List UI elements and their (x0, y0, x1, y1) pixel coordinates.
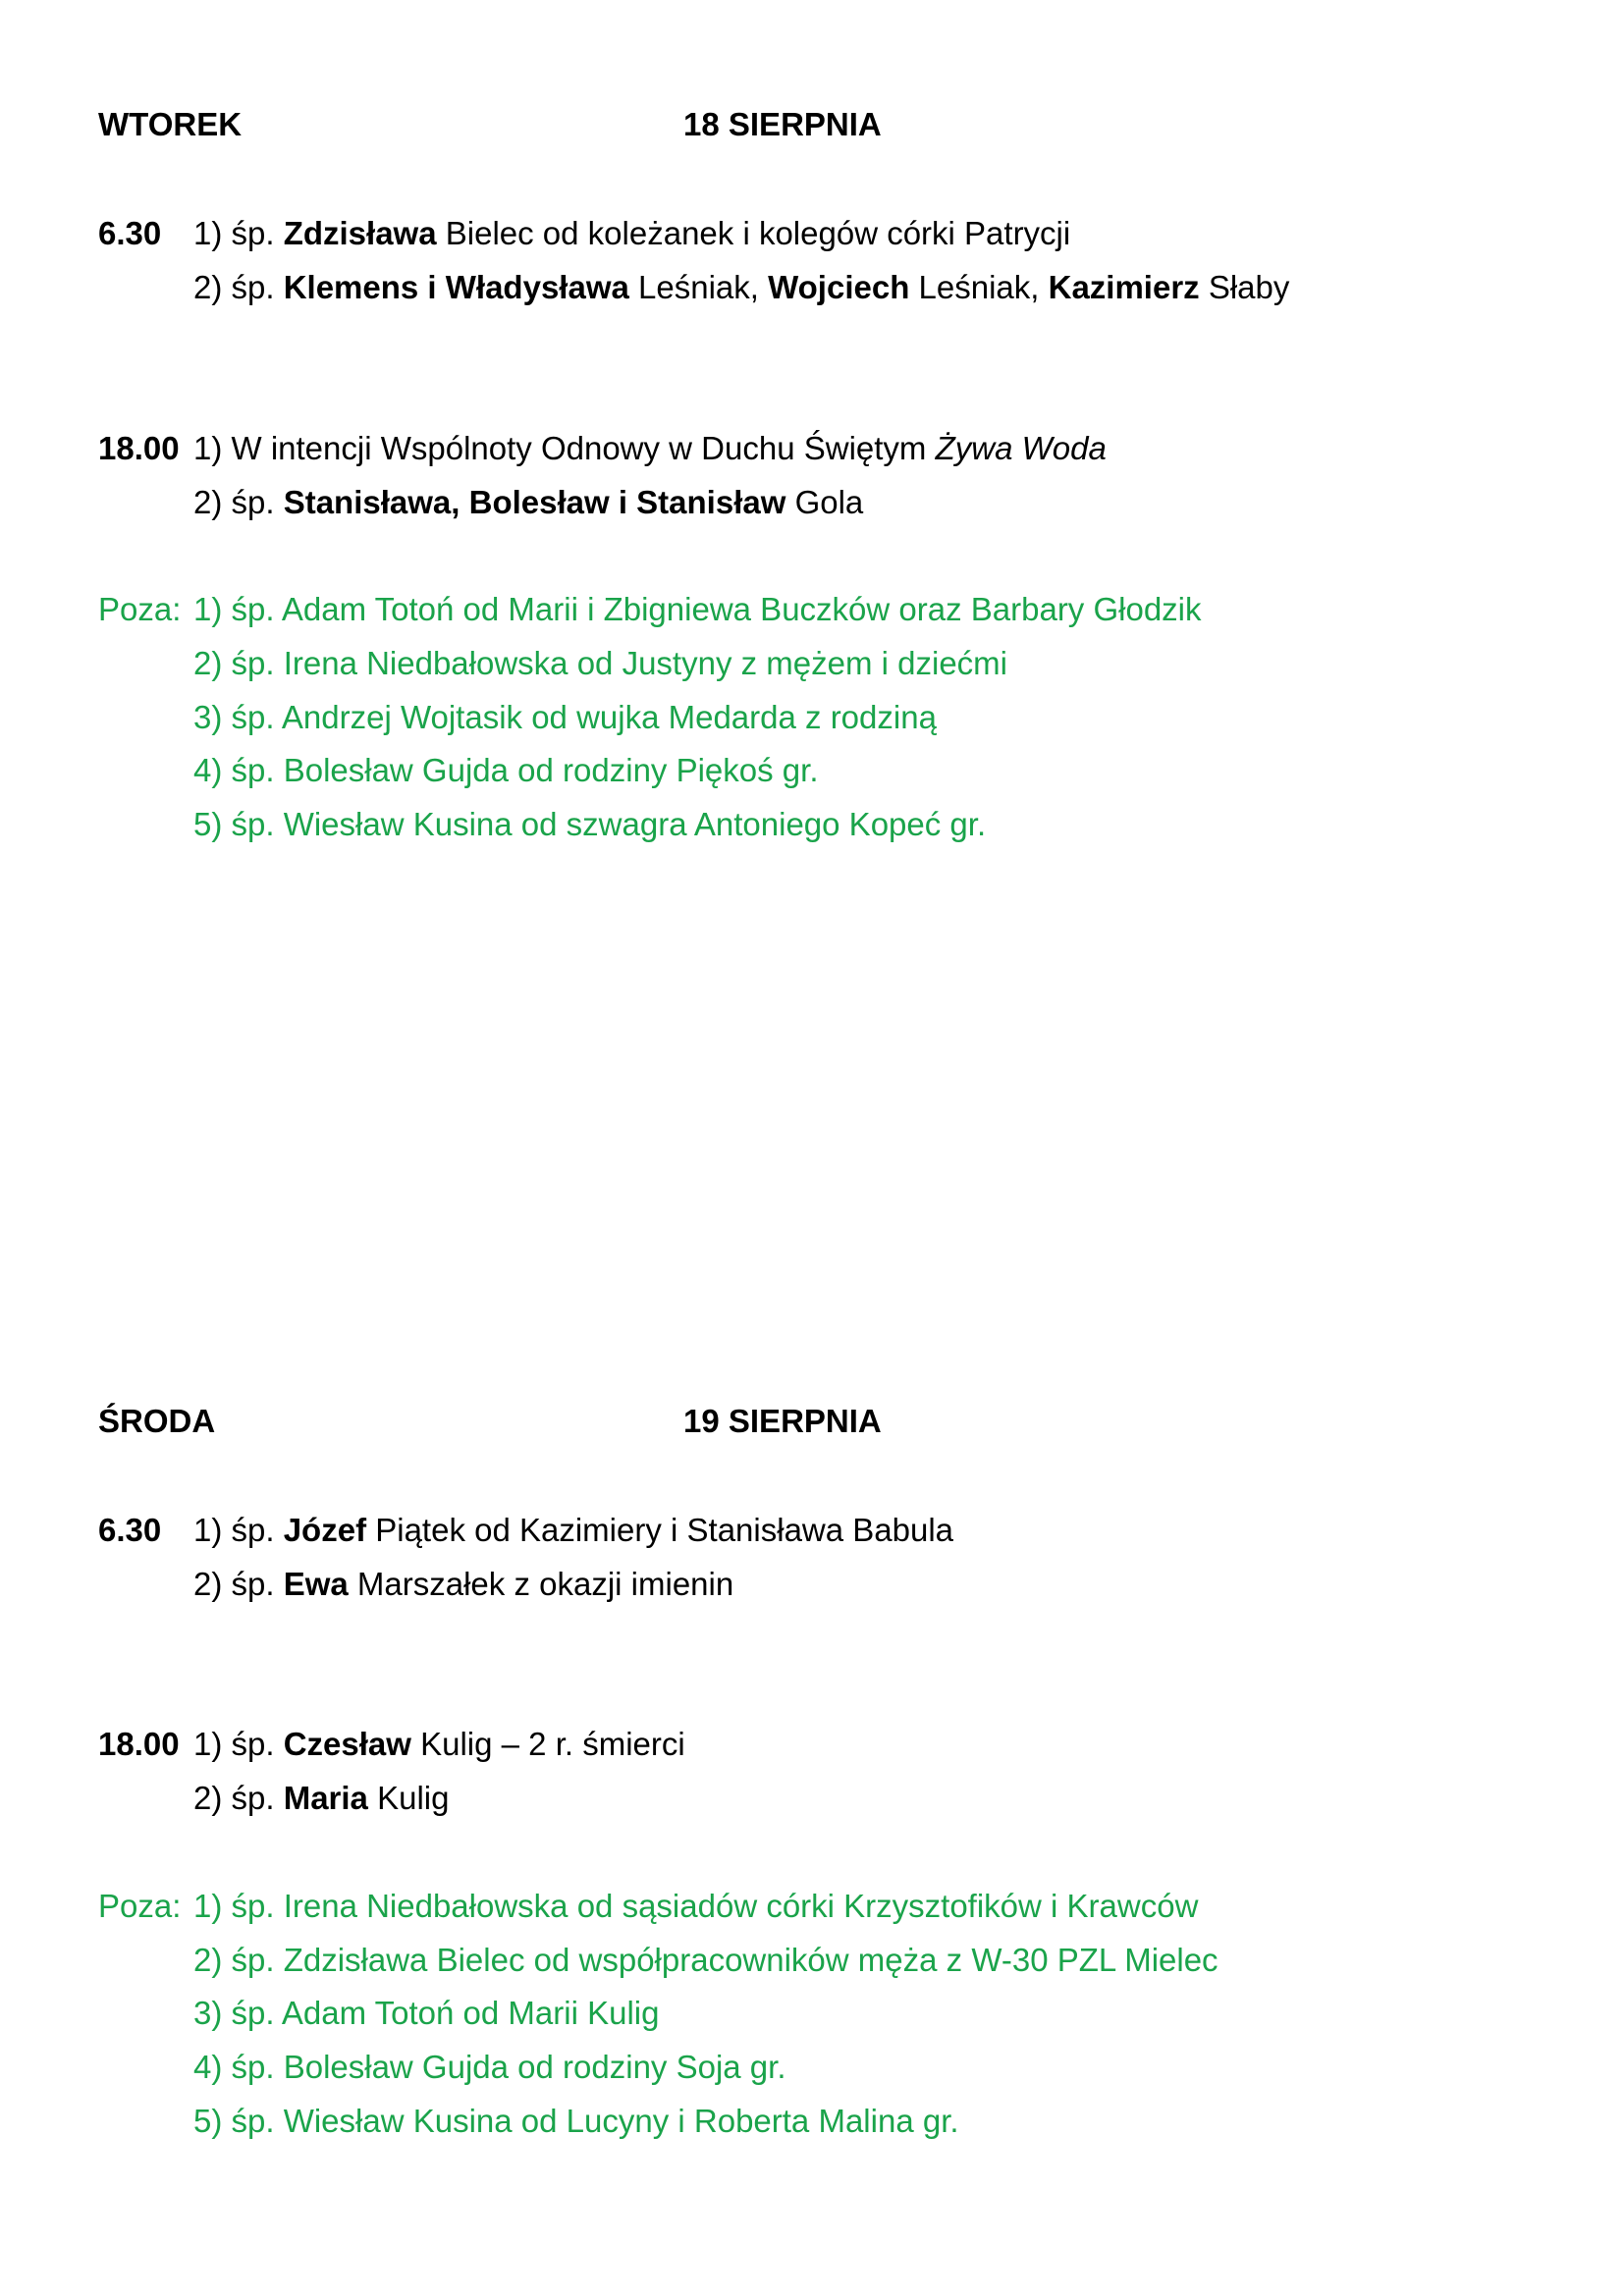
day-name: WTOREK (98, 106, 243, 142)
mass-entry: 2) śp. Stanisława, Bolesław i Stanisław Gola (193, 484, 864, 520)
poza-entry: 5) śp. Wiesław Kusina od szwagra Antoniego Kopeć gr. (193, 806, 987, 842)
mass-entry: 6.30 1) śp. Zdzisława Bielec od koleżanek i kolegów córki Patrycji (98, 215, 1071, 251)
mass-entry: 2) śp. Ewa Marszałek z okazji imienin (193, 1566, 734, 1602)
poza-entry: 5) śp. Wiesław Kusina od Lucyny i Roberta Malina gr. (193, 2103, 959, 2139)
poza-entry: 2) śp. Zdzisława Bielec od współpracowników męża z W-30 PZL Mielec (193, 1942, 1218, 1978)
poza-label: Poza: (98, 591, 182, 627)
day-name: ŚRODA (98, 1403, 216, 1439)
day-date: 18 SIERPNIA (683, 106, 882, 142)
day-header-tuesday (98, 105, 882, 144)
poza-entry: Poza: 1) śp. Irena Niedbałowska od sąsiadów córki Krzysztofików i Krawców (98, 1888, 1199, 1924)
mass-time: 6.30 (98, 1512, 162, 1548)
mass-time: 18.00 (98, 1726, 180, 1762)
poza-label: Poza: (98, 1888, 182, 1924)
deceased-name: Maria (283, 1780, 368, 1816)
mass-entry: 18.00 1) W intencji Wspólnoty Odnowy w Duchu Świętym Żywa Woda (98, 430, 1107, 466)
mass-entry: 2) śp. Klemens i Władysława Leśniak, Wojciech Leśniak, Kazimierz Słaby (193, 269, 1290, 305)
poza-entry: 4) śp. Bolesław Gujda od rodziny Soja gr. (193, 2049, 786, 2085)
deceased-name: Józef (283, 1512, 367, 1548)
mass-entry: 18.00 1) śp. Czesław Kulig – 2 r. śmierci (98, 1726, 685, 1762)
poza-entry: Poza: 1) śp. Adam Totoń od Marii i Zbigniewa Buczków oraz Barbary Głodzik (98, 591, 1202, 627)
poza-entry: 3) śp. Adam Totoń od Marii Kulig (193, 1995, 660, 2031)
deceased-name: Czesław (283, 1726, 411, 1762)
deceased-name: Stanisława, Bolesław i Stanisław (283, 484, 786, 520)
mass-time: 18.00 (98, 430, 180, 466)
deceased-name: Kazimierz (1048, 269, 1200, 305)
mass-entry: 2) śp. Maria Kulig (193, 1780, 450, 1816)
mass-entry: 6.30 1) śp. Józef Piątek od Kazimiery i Stanisława Babula (98, 1512, 954, 1548)
deceased-name: Klemens i Władysława (283, 269, 629, 305)
poza-entry: 4) śp. Bolesław Gujda od rodziny Piękoś gr. (193, 752, 819, 788)
poza-entry: 2) śp. Irena Niedbałowska od Justyny z mężem i dziećmi (193, 645, 1007, 681)
deceased-name: Wojciech (768, 269, 910, 305)
deceased-name: Zdzisława (283, 215, 437, 251)
community-name: Żywa Woda (935, 430, 1107, 466)
day-header-wednesday (98, 1402, 882, 1441)
deceased-name: Ewa (283, 1566, 349, 1602)
day-date: 19 SIERPNIA (683, 1403, 882, 1439)
mass-time: 6.30 (98, 215, 162, 251)
poza-entry: 3) śp. Andrzej Wojtasik od wujka Medarda z rodziną (193, 699, 937, 735)
